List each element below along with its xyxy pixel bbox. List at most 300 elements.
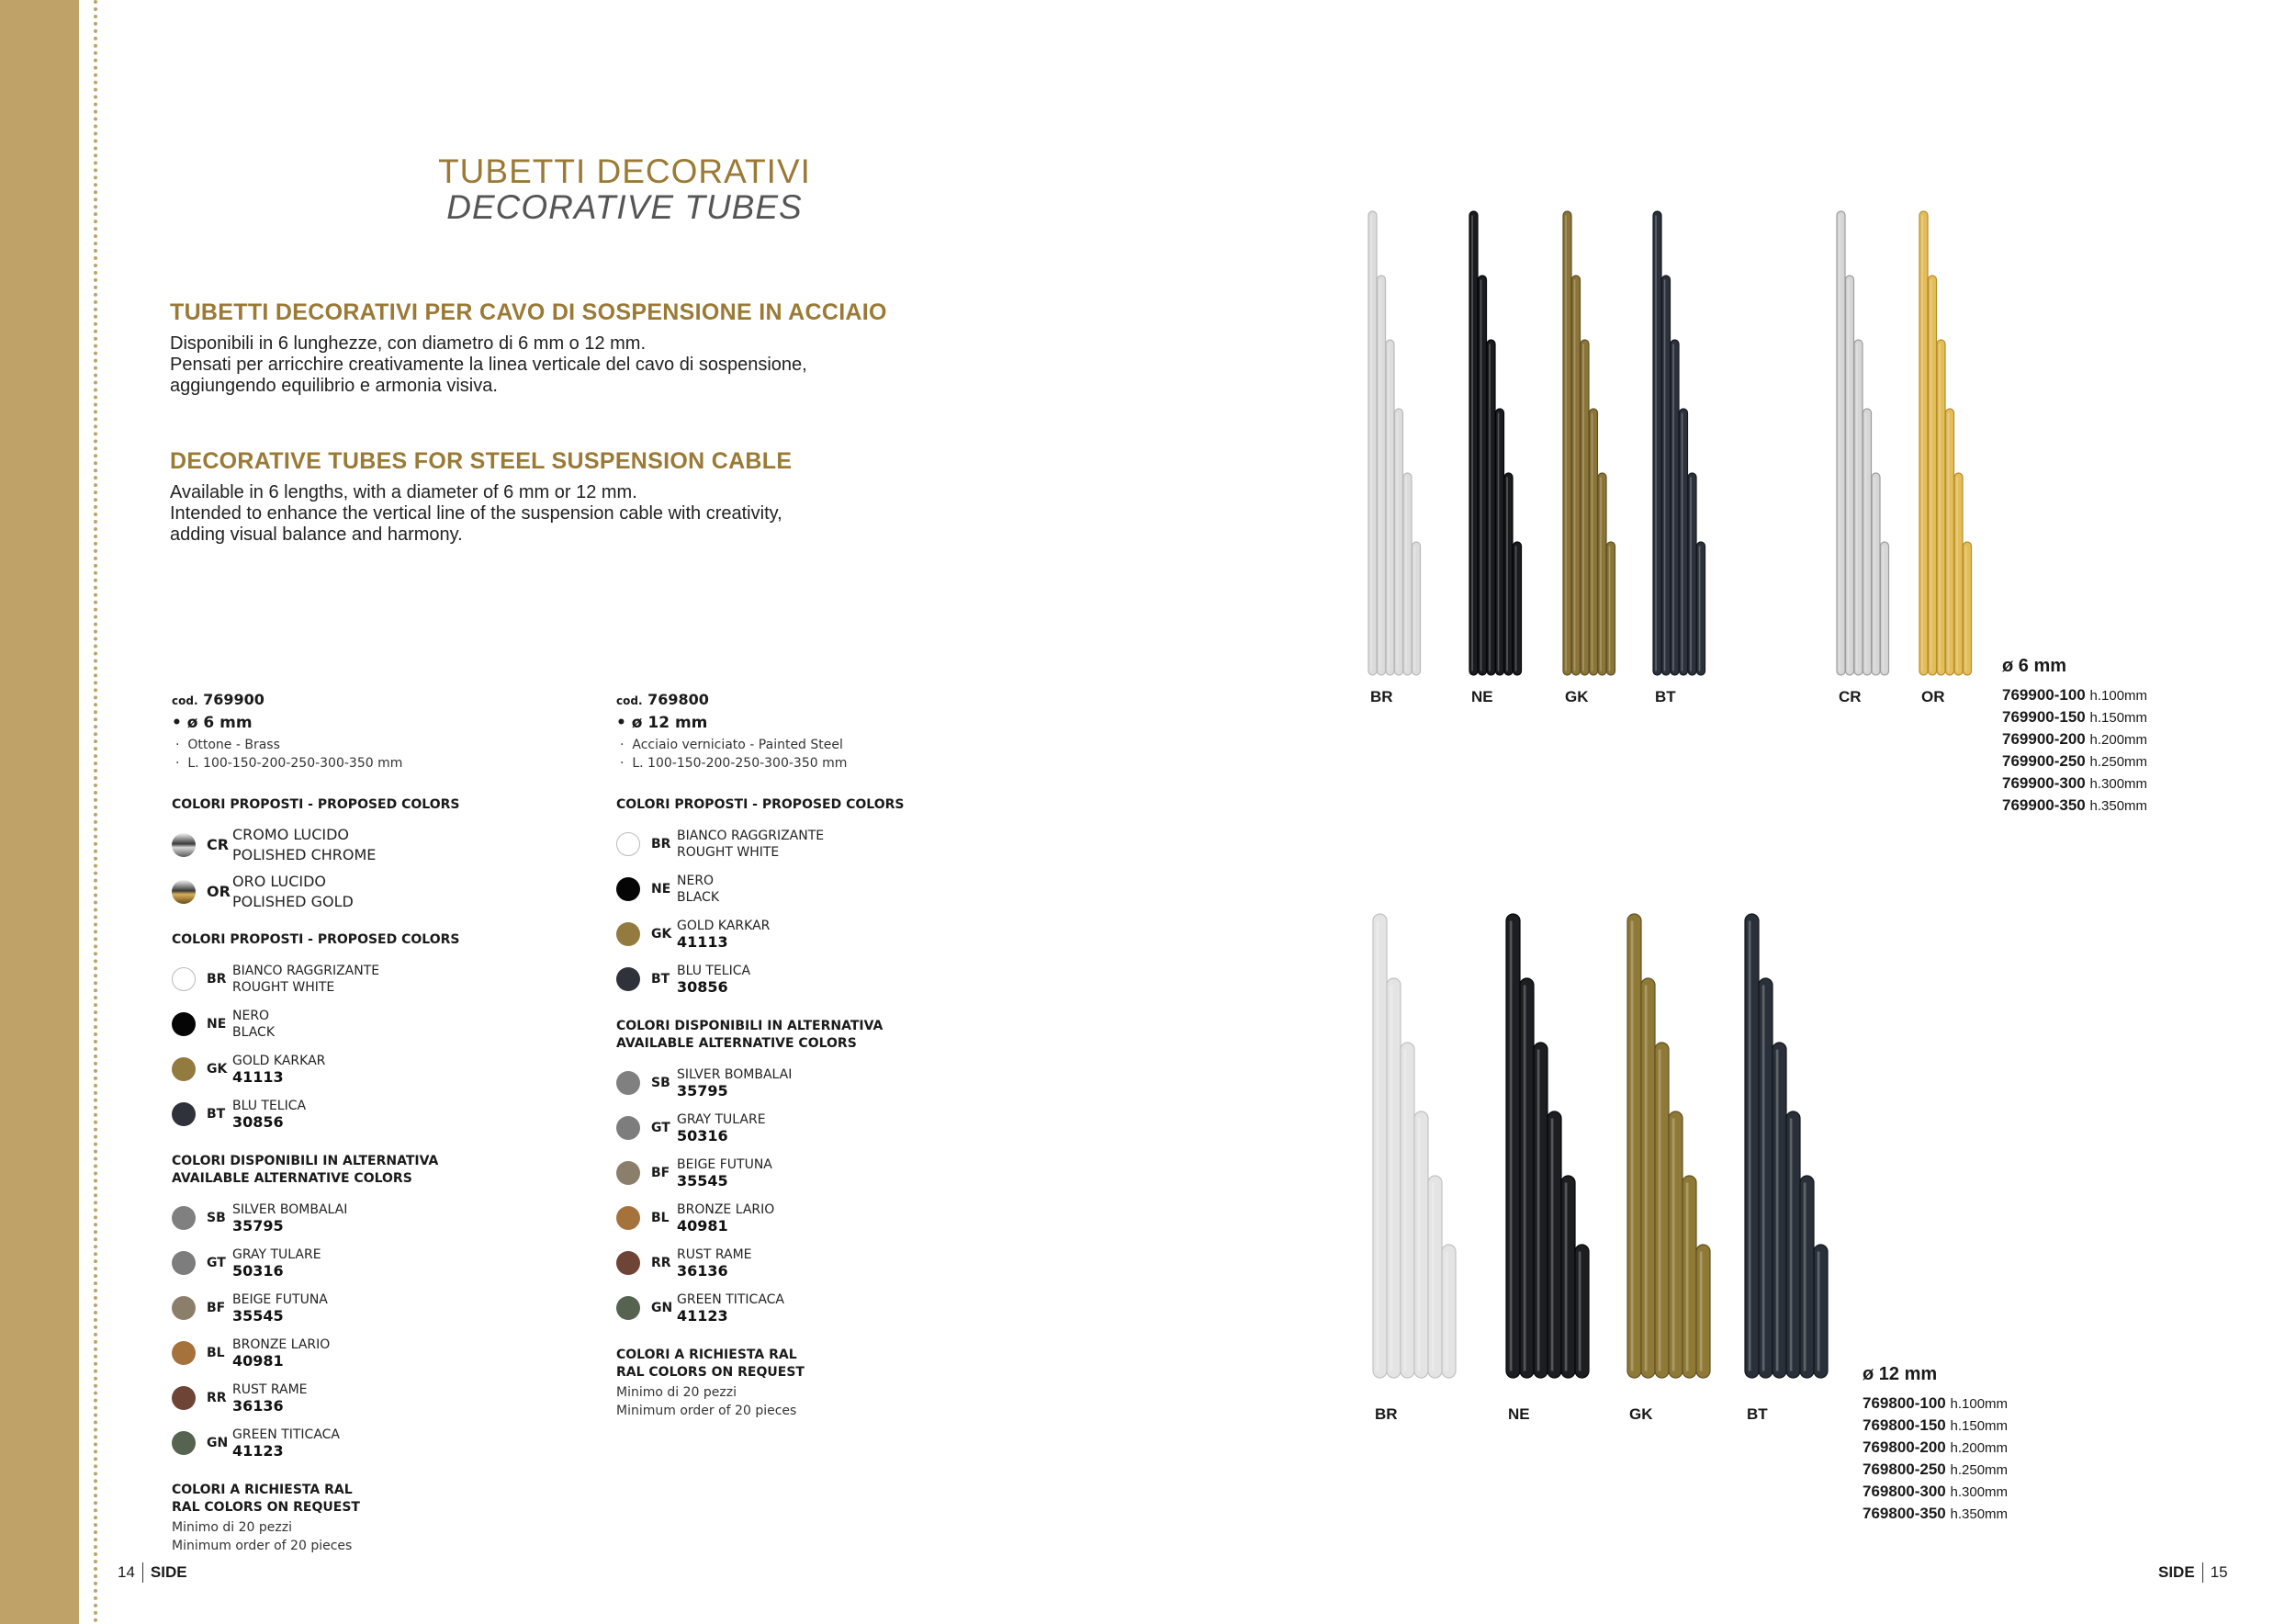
spec-height: h.300mm bbox=[2089, 776, 2148, 792]
tube-highlight bbox=[1609, 547, 1611, 671]
color-ref: 40981 bbox=[677, 1216, 728, 1235]
tube bbox=[1937, 340, 1945, 675]
color-name: BIANCO RAGGRIZANTE bbox=[232, 963, 380, 978]
spec-code: 769800-250 bbox=[1863, 1460, 1946, 1478]
tube-highlight bbox=[1565, 1183, 1568, 1371]
tube bbox=[1881, 542, 1889, 675]
tube-highlight bbox=[1574, 280, 1576, 671]
color-name: BLU TELICA bbox=[232, 1098, 307, 1113]
tube-highlight bbox=[1686, 1183, 1689, 1371]
tube-highlight bbox=[1965, 547, 1967, 671]
color-swatch bbox=[172, 1206, 196, 1230]
tube bbox=[1378, 276, 1386, 675]
tube-highlight bbox=[1397, 413, 1399, 671]
spec-code: 769900-100 bbox=[2002, 686, 2086, 704]
tube-highlight bbox=[1471, 216, 1473, 671]
tube bbox=[1412, 542, 1421, 675]
spec-row bbox=[1863, 1481, 2008, 1503]
spec-row bbox=[2002, 750, 2147, 773]
spec-code: 769900-200 bbox=[2002, 730, 2086, 748]
material-bullet: · Ottone - Brass bbox=[175, 738, 280, 752]
tube-label-br: BR bbox=[1370, 688, 1393, 705]
section-italian-line: Pensati per arricchire creativamente la linea verticale del cavo di sospensione, bbox=[170, 355, 807, 375]
tube bbox=[1919, 211, 1928, 675]
color-row bbox=[172, 1091, 557, 1136]
product-code: cod. 769900 bbox=[172, 691, 264, 708]
diameter: • ø 12 mm bbox=[616, 714, 708, 732]
tube bbox=[1514, 542, 1522, 675]
tube bbox=[1872, 473, 1880, 675]
ral-heading: COLORI A RICHIESTA RAL RAL COLORS ON REQUEST bbox=[172, 1483, 360, 1515]
color-ref: ROUGHT WHITE bbox=[677, 844, 780, 860]
color-ref: 30856 bbox=[677, 977, 728, 996]
color-ref: 40981 bbox=[232, 1351, 284, 1370]
spec-code: 769800-150 bbox=[1863, 1416, 1946, 1434]
proposed-colors-heading: COLORI PROPOSTI - PROPOSED COLORS bbox=[616, 797, 905, 812]
tube-label-br: BR bbox=[1375, 1405, 1398, 1423]
footer-right bbox=[2158, 1562, 2228, 1583]
tube-highlight bbox=[1682, 413, 1683, 671]
spec-code: 769800-100 bbox=[1863, 1394, 1946, 1412]
color-swatch bbox=[172, 1057, 196, 1081]
tube bbox=[1575, 1245, 1589, 1378]
tube-label-bt: BT bbox=[1655, 688, 1676, 705]
color-ref: 35795 bbox=[232, 1216, 284, 1235]
color-row bbox=[172, 1001, 557, 1046]
tube-highlight bbox=[1865, 413, 1867, 671]
tube-highlight bbox=[1948, 413, 1950, 671]
tube-highlight bbox=[1405, 478, 1407, 671]
color-name: BRONZE LARIO bbox=[232, 1336, 331, 1352]
color-code: BT bbox=[651, 971, 670, 987]
tube-highlight bbox=[1749, 921, 1751, 1371]
tube bbox=[1964, 542, 1972, 675]
tube-highlight bbox=[1939, 344, 1941, 671]
color-name: SILVER BOMBALAI bbox=[677, 1066, 793, 1082]
color-swatch bbox=[616, 1251, 640, 1275]
section-italian-heading: TUBETTI DECORATIVI PER CAVO DI SOSPENSIONE IN ACCIAIO bbox=[170, 299, 887, 325]
gold-side-band bbox=[0, 0, 79, 1624]
length-bullet: · L. 100-150-200-250-300-350 mm bbox=[620, 756, 848, 771]
color-code: CR bbox=[207, 836, 230, 853]
tube bbox=[1669, 1111, 1683, 1378]
color-name: NERO bbox=[677, 873, 715, 888]
tube-highlight bbox=[1883, 547, 1885, 671]
diameter: • ø 6 mm bbox=[172, 714, 253, 732]
color-name: BEIGE FUTUNA bbox=[677, 1156, 772, 1172]
color-name: NERO bbox=[232, 1008, 270, 1023]
tube bbox=[1487, 340, 1495, 675]
tube bbox=[1814, 1245, 1828, 1378]
tube-highlight bbox=[1404, 1050, 1407, 1371]
tube-highlight bbox=[1579, 1252, 1581, 1371]
section-english bbox=[170, 448, 996, 546]
color-row bbox=[172, 1420, 557, 1465]
spec-row bbox=[2002, 773, 2147, 795]
color-row bbox=[616, 911, 1002, 956]
tube-label-ne: NE bbox=[1508, 1405, 1530, 1423]
footer-left bbox=[118, 1562, 187, 1583]
minimum-order-en: Minimum order of 20 pieces bbox=[172, 1539, 353, 1553]
tube bbox=[1607, 542, 1615, 675]
color-row bbox=[172, 1046, 557, 1091]
tube-highlight bbox=[1480, 280, 1482, 671]
spec-column-6mm bbox=[172, 691, 557, 1555]
tube bbox=[1386, 340, 1394, 675]
gold-swatch bbox=[172, 880, 196, 904]
color-code: NE bbox=[207, 1016, 227, 1032]
tube-highlight bbox=[1551, 1119, 1554, 1371]
tube bbox=[1506, 914, 1520, 1378]
tube-label-ne: NE bbox=[1471, 688, 1493, 705]
tube bbox=[1929, 276, 1937, 675]
color-name: GOLD KARKAR bbox=[232, 1053, 326, 1068]
tube bbox=[1395, 409, 1403, 675]
proposed-colors-heading: COLORI PROPOSTI - PROPOSED COLORS bbox=[172, 932, 460, 947]
tube-label-gk: GK bbox=[1565, 688, 1589, 705]
title-italian: TUBETTI DECORATIVI bbox=[438, 152, 811, 190]
tube-highlight bbox=[1659, 1050, 1661, 1371]
color-name: GREEN TITICACA bbox=[232, 1427, 341, 1442]
tube bbox=[1688, 473, 1696, 675]
color-row bbox=[616, 821, 1002, 866]
color-name: RUST RAME bbox=[677, 1246, 752, 1262]
spec-diameter: ø 12 mm bbox=[1863, 1364, 1938, 1384]
tube bbox=[1653, 211, 1661, 675]
tube-highlight bbox=[1790, 1119, 1793, 1371]
tube-highlight bbox=[1672, 1119, 1675, 1371]
color-name: GREEN TITICACA bbox=[677, 1291, 785, 1307]
color-swatch bbox=[616, 1206, 640, 1230]
color-swatch bbox=[172, 1386, 196, 1410]
tube-label-cr: CR bbox=[1839, 688, 1862, 705]
color-name: SILVER BOMBALAI bbox=[232, 1201, 348, 1217]
spec-row bbox=[1863, 1459, 2008, 1481]
section-italian-line: Disponibili in 6 lunghezze, con diametro di 6 mm o 12 mm. bbox=[170, 333, 647, 354]
color-name-en: POLISHED CHROME bbox=[232, 845, 377, 863]
color-name: BRONZE LARIO bbox=[677, 1201, 775, 1217]
tube bbox=[1368, 211, 1377, 675]
color-name-en: POLISHED GOLD bbox=[232, 892, 354, 910]
spec-height: h.100mm bbox=[2089, 688, 2148, 704]
material-bullet: · Acciaio verniciato - Painted Steel bbox=[620, 738, 843, 752]
color-code: RR bbox=[651, 1255, 671, 1270]
spec-code: 769900-300 bbox=[2002, 774, 2086, 792]
page-number: 14 bbox=[118, 1563, 135, 1581]
color-row bbox=[172, 821, 557, 868]
minimum-order-it: Minimo di 20 pezzi bbox=[616, 1385, 737, 1400]
section-english-heading: DECORATIVE TUBES FOR STEEL SUSPENSION CABLE bbox=[170, 448, 793, 474]
spec-height: h.150mm bbox=[2089, 710, 2148, 726]
tube bbox=[1846, 276, 1854, 675]
tube-highlight bbox=[1370, 216, 1372, 671]
color-ref: ROUGHT WHITE bbox=[232, 979, 335, 995]
tube bbox=[1954, 473, 1963, 675]
color-code: GN bbox=[651, 1300, 673, 1315]
alternative-colors-heading: COLORI DISPONIBILI IN ALTERNATIVA AVAILABLE ALTERNATIVE COLORS bbox=[172, 1154, 439, 1186]
tubes-6mm-illustration bbox=[1359, 207, 2002, 703]
tube bbox=[1548, 1111, 1561, 1378]
spec-row bbox=[1863, 1393, 2008, 1415]
section-italian bbox=[170, 299, 996, 397]
tube bbox=[1697, 542, 1705, 675]
tube-highlight bbox=[1377, 921, 1379, 1371]
tube bbox=[1387, 978, 1401, 1378]
color-ref: 50316 bbox=[677, 1126, 728, 1145]
color-row bbox=[172, 1195, 557, 1240]
tube-highlight bbox=[1930, 280, 1932, 671]
tube bbox=[1759, 978, 1773, 1378]
tube-highlight bbox=[1839, 216, 1840, 671]
tube bbox=[1572, 276, 1581, 675]
color-code: GK bbox=[651, 926, 672, 942]
tube-highlight bbox=[1874, 478, 1875, 671]
color-ref: 35545 bbox=[232, 1306, 284, 1325]
tube-highlight bbox=[1582, 344, 1584, 671]
spec-height: h.250mm bbox=[2089, 754, 2148, 770]
color-swatch bbox=[172, 1102, 196, 1126]
tube bbox=[1442, 1245, 1456, 1378]
color-code: BF bbox=[207, 1300, 226, 1315]
color-swatch bbox=[172, 967, 196, 991]
color-row bbox=[172, 1375, 557, 1420]
tube-highlight bbox=[1418, 1119, 1421, 1371]
tube-highlight bbox=[1856, 344, 1858, 671]
tube-highlight bbox=[1664, 280, 1666, 671]
color-ref: 36136 bbox=[677, 1261, 728, 1280]
tube-highlight bbox=[1537, 1050, 1540, 1371]
tube bbox=[1401, 1043, 1414, 1378]
tube bbox=[1696, 1245, 1710, 1378]
color-ref: 50316 bbox=[232, 1261, 284, 1280]
spec-code: 769900-150 bbox=[2002, 708, 2086, 726]
color-name: CROMO LUCIDO bbox=[232, 825, 349, 843]
color-ref: 35795 bbox=[677, 1081, 728, 1100]
tube-bundle-ne bbox=[1469, 211, 1522, 675]
color-code: GN bbox=[207, 1435, 229, 1450]
color-code: BL bbox=[651, 1210, 670, 1225]
color-code: RR bbox=[207, 1390, 227, 1405]
color-swatch bbox=[172, 1296, 196, 1320]
spec-row bbox=[1863, 1437, 2008, 1459]
color-ref: 41123 bbox=[232, 1441, 284, 1460]
spec-code: 769800-300 bbox=[1863, 1483, 1946, 1500]
color-swatch bbox=[172, 1341, 196, 1365]
color-row bbox=[616, 1060, 1002, 1105]
spec-row bbox=[2002, 728, 2147, 750]
tube-highlight bbox=[1565, 216, 1567, 671]
chrome-swatch bbox=[172, 833, 196, 857]
tube-highlight bbox=[1414, 547, 1416, 671]
color-swatch bbox=[616, 967, 640, 991]
tube bbox=[1786, 1111, 1800, 1378]
dotted-rule bbox=[94, 0, 97, 1624]
tube bbox=[1469, 211, 1478, 675]
color-swatch bbox=[172, 1431, 196, 1455]
spec-code: 769900-250 bbox=[2002, 752, 2086, 770]
spec-height: h.100mm bbox=[1950, 1396, 2009, 1412]
tube-bundle-gk bbox=[1627, 914, 1710, 1378]
tube bbox=[1581, 340, 1589, 675]
color-name: BLU TELICA bbox=[677, 963, 751, 978]
tube bbox=[1863, 409, 1872, 675]
color-row bbox=[616, 1150, 1002, 1195]
spec-height: h.350mm bbox=[1950, 1506, 2009, 1522]
tube bbox=[1800, 1176, 1814, 1378]
color-row bbox=[616, 1105, 1002, 1150]
color-ref: BLACK bbox=[677, 889, 720, 905]
tube-highlight bbox=[1498, 413, 1500, 671]
tube bbox=[1946, 409, 1954, 675]
color-code: GT bbox=[207, 1255, 226, 1270]
tube-highlight bbox=[1655, 216, 1657, 671]
color-row bbox=[172, 1330, 557, 1375]
tube-highlight bbox=[1690, 478, 1692, 671]
tube-highlight bbox=[1672, 344, 1674, 671]
tube-highlight bbox=[1446, 1252, 1448, 1371]
tube-highlight bbox=[1645, 986, 1648, 1371]
color-row bbox=[616, 1285, 1002, 1330]
color-code: SB bbox=[651, 1075, 670, 1090]
tube-highlight bbox=[1921, 216, 1923, 671]
color-swatch bbox=[616, 877, 640, 901]
color-ref: 30856 bbox=[232, 1112, 284, 1131]
tube bbox=[1496, 409, 1504, 675]
proposed-colors-heading: COLORI PROPOSTI - PROPOSED COLORS bbox=[172, 797, 460, 812]
tube-label-bt: BT bbox=[1747, 1405, 1768, 1423]
color-row bbox=[172, 868, 557, 915]
tube bbox=[1854, 340, 1863, 675]
color-code: BL bbox=[207, 1345, 225, 1360]
tube-bundle-cr bbox=[1837, 211, 1889, 675]
color-row bbox=[616, 866, 1002, 911]
spec-row bbox=[2002, 795, 2147, 817]
color-code: GK bbox=[207, 1061, 228, 1077]
color-swatch bbox=[616, 922, 640, 946]
section-italian-line: aggiungendo equilibrio e armonia visiva. bbox=[170, 376, 498, 396]
spec-height: h.200mm bbox=[1950, 1440, 2009, 1456]
spec-row bbox=[2002, 684, 2147, 706]
color-code: BR bbox=[651, 836, 671, 851]
tube-highlight bbox=[1489, 344, 1491, 671]
color-row bbox=[616, 1240, 1002, 1285]
tubes-12mm-illustration bbox=[1359, 909, 1874, 1387]
length-bullet: · L. 100-150-200-250-300-350 mm bbox=[175, 756, 403, 771]
spec-row bbox=[2002, 706, 2147, 728]
color-code: SB bbox=[207, 1210, 226, 1225]
color-name: GOLD KARKAR bbox=[677, 918, 771, 933]
spec-row bbox=[1863, 1503, 2008, 1525]
tube-highlight bbox=[1699, 547, 1701, 671]
tube-label-gk: GK bbox=[1629, 1405, 1653, 1423]
tube bbox=[1534, 1043, 1548, 1378]
color-swatch bbox=[616, 832, 640, 856]
ral-heading: COLORI A RICHIESTA RAL RAL COLORS ON REQUEST bbox=[616, 1348, 805, 1380]
color-swatch bbox=[172, 1012, 196, 1036]
color-code: GT bbox=[651, 1120, 670, 1135]
tube bbox=[1662, 276, 1671, 675]
product-code: cod. 769800 bbox=[616, 691, 709, 708]
tube bbox=[1745, 914, 1759, 1378]
tube bbox=[1837, 211, 1845, 675]
minimum-order-it: Minimo di 20 pezzi bbox=[172, 1520, 292, 1535]
spec-code: 769900-350 bbox=[2002, 796, 2086, 814]
tube-highlight bbox=[1700, 1252, 1703, 1371]
color-row bbox=[172, 956, 557, 1001]
tube-highlight bbox=[1432, 1183, 1435, 1371]
spec-height: h.150mm bbox=[1950, 1418, 2009, 1434]
tube bbox=[1590, 409, 1598, 675]
tube-label-or: OR bbox=[1921, 688, 1945, 705]
color-code: OR bbox=[207, 883, 231, 900]
tube bbox=[1773, 1043, 1786, 1378]
spec-height: h.300mm bbox=[1950, 1484, 2009, 1500]
color-row bbox=[172, 1240, 557, 1285]
tube bbox=[1563, 211, 1571, 675]
color-name: ORO LUCIDO bbox=[232, 872, 327, 890]
spec-height: h.200mm bbox=[2089, 732, 2148, 748]
brand-name: SIDE bbox=[2158, 1563, 2195, 1581]
tube-highlight bbox=[1804, 1183, 1806, 1371]
tube-bundle-ne bbox=[1506, 914, 1589, 1378]
tube bbox=[1479, 276, 1487, 675]
color-name: GRAY TULARE bbox=[677, 1111, 766, 1127]
tube bbox=[1655, 1043, 1669, 1378]
color-code: BF bbox=[651, 1165, 670, 1180]
color-ref: 35545 bbox=[677, 1171, 728, 1190]
tube-highlight bbox=[1515, 547, 1517, 671]
spec-code: 769800-200 bbox=[1863, 1438, 1946, 1456]
spec-list-12mm bbox=[1863, 1364, 2008, 1525]
color-swatch bbox=[172, 1251, 196, 1275]
tube bbox=[1428, 1176, 1442, 1378]
spec-height: h.350mm bbox=[2089, 798, 2148, 814]
color-row bbox=[616, 1195, 1002, 1240]
color-code: BR bbox=[207, 971, 227, 987]
tube bbox=[1561, 1176, 1575, 1378]
spec-diameter: ø 6 mm bbox=[2002, 656, 2067, 676]
color-name: RUST RAME bbox=[232, 1382, 308, 1397]
brand-name: SIDE bbox=[150, 1563, 187, 1581]
tube-highlight bbox=[1390, 986, 1393, 1371]
section-english-line: adding visual balance and harmony. bbox=[170, 524, 463, 545]
section-english-line: Intended to enhance the vertical line of the suspension cable with creativity, bbox=[170, 503, 782, 524]
tube-highlight bbox=[1592, 413, 1593, 671]
tube bbox=[1627, 914, 1641, 1378]
color-code: NE bbox=[651, 881, 671, 897]
tube-highlight bbox=[1762, 986, 1765, 1371]
tube-bundle-br bbox=[1368, 211, 1421, 675]
color-swatch bbox=[616, 1161, 640, 1185]
tube-bundle-bt bbox=[1745, 914, 1828, 1378]
tube-highlight bbox=[1600, 478, 1602, 671]
tube-highlight bbox=[1631, 921, 1634, 1371]
tube bbox=[1598, 473, 1606, 675]
tube-highlight bbox=[1956, 478, 1958, 671]
alternative-colors-heading: COLORI DISPONIBILI IN ALTERNATIVA AVAILABLE ALTERNATIVE COLORS bbox=[616, 1019, 884, 1051]
tube bbox=[1680, 409, 1688, 675]
tube-highlight bbox=[1510, 921, 1513, 1371]
spec-code: 769800-350 bbox=[1863, 1505, 1946, 1522]
color-row bbox=[616, 956, 1002, 1001]
tube-highlight bbox=[1379, 280, 1381, 671]
tube bbox=[1403, 473, 1412, 675]
spec-height: h.250mm bbox=[1950, 1462, 2009, 1478]
color-name: BIANCO RAGGRIZANTE bbox=[677, 828, 825, 843]
title-english: DECORATIVE TUBES bbox=[446, 188, 803, 226]
color-ref: BLACK bbox=[232, 1024, 276, 1040]
color-ref: 36136 bbox=[232, 1396, 284, 1415]
